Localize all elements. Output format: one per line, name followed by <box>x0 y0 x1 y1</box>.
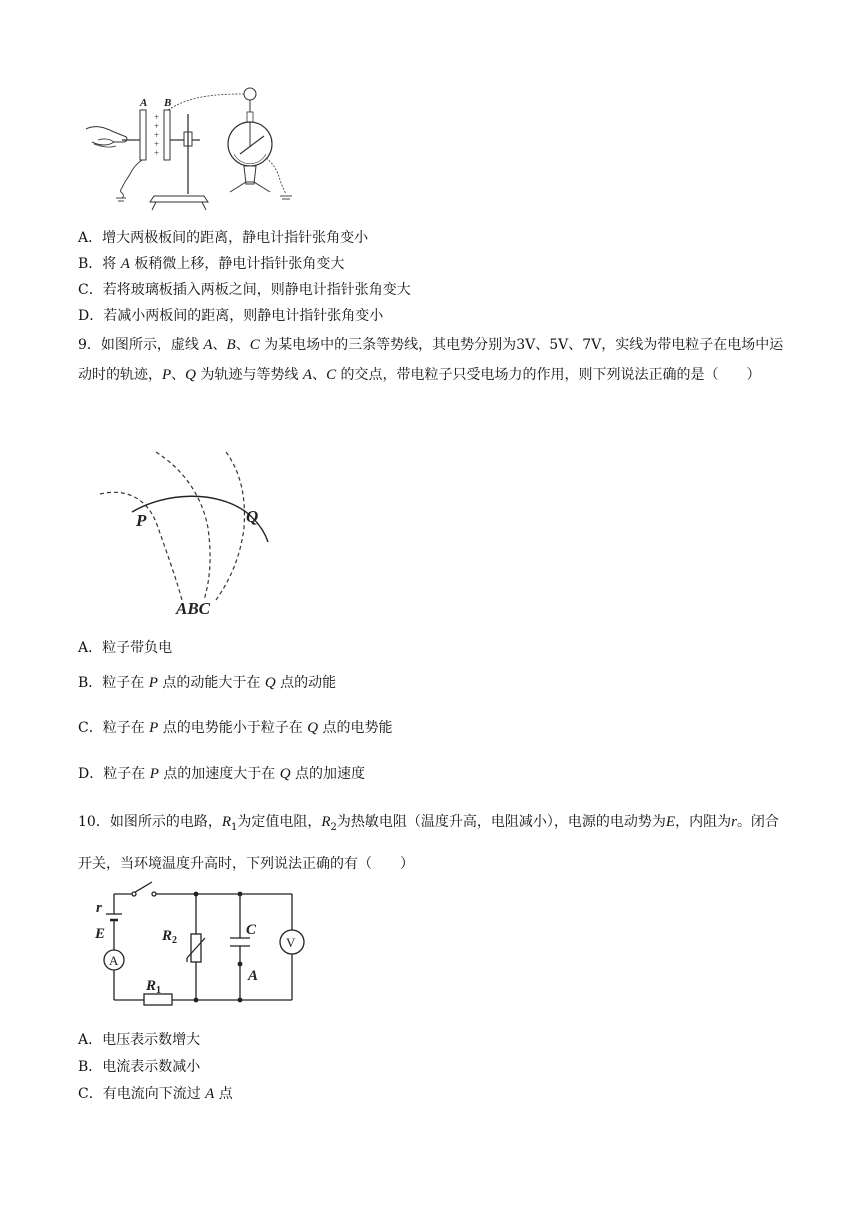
circuit-figure <box>92 880 308 1010</box>
q10-option-b: B．电流表示数减小 <box>78 1059 201 1075</box>
point-p-label: P <box>136 511 147 530</box>
plate-b-label: B <box>164 97 172 109</box>
q8-option-c: C．若将玻璃板插入两板之间，则静电计指针张角变大 <box>78 282 411 298</box>
equipotential-c <box>216 452 244 600</box>
ammeter-label: A <box>109 953 119 968</box>
point-q-label: Q <box>246 507 259 526</box>
equipotential-trajectory-figure <box>96 450 276 618</box>
q8-option-b: B．将 A 板稍微上移，静电计指针张角变大 <box>78 256 345 272</box>
svg-text:+: + <box>154 130 160 140</box>
q10-stem: 10．如图所示的电路，$R_1$为定值电阻，$R_2$为热敏电阻（温度升高，电阻减小），电源的电动势为E，内阻为r。闭合开关，当环境温度升高时，下列说法正确的有（ ） <box>78 814 779 872</box>
plate-a-label: A <box>140 97 148 109</box>
svg-text:+: + <box>154 112 160 122</box>
emf-label: E <box>95 926 106 942</box>
svg-text:+: + <box>154 121 160 131</box>
q9-option-a: A．粒子带负电 <box>78 640 173 656</box>
r2-label: $R_2$ <box>162 928 178 946</box>
q9-stem: 9．如图所示，虚线 A、B、C 为某电场中的三条等势线，其电势分别为3V、5V、7V，实线为带电粒子在电场中运动时的轨迹，P、Q 为轨迹与等势线 A、C 的交点，带电粒子只受电场力的作用，则下列说法正确的是（ ） <box>78 337 784 383</box>
point-a-label: A <box>248 968 259 984</box>
q10-option-c: C．有电流向下流过 A 点 <box>78 1086 233 1102</box>
r1-label: $R_1$ <box>146 978 162 996</box>
svg-text:+: + <box>154 139 160 149</box>
equipotential-labels: ABC <box>176 599 211 618</box>
internal-resistance-label: r <box>96 900 102 916</box>
q9-option-d: D．粒子在 P 点的加速度大于在 Q 点的加速度 <box>78 766 366 782</box>
q10-option-a: A．电压表示数增大 <box>78 1032 201 1048</box>
svg-text:+: + <box>154 148 160 158</box>
voltmeter-label: V <box>286 935 296 950</box>
capacitor-electroscope-figure <box>84 84 300 212</box>
q9-option-c: C．粒子在 P 点的电势能小于粒子在 Q 点的电势能 <box>78 720 393 736</box>
equipotential-b <box>156 452 210 600</box>
capacitor-label: C <box>246 922 257 938</box>
equipotential-a <box>100 492 182 600</box>
q8-option-d: D．若减小两板间的距离，则静电计指针张角变小 <box>78 308 384 324</box>
q9-option-b: B．粒子在 P 点的动能大于在 Q 点的动能 <box>78 675 337 691</box>
q8-option-a: A．增大两极板间的距离，静电计指针张角变小 <box>78 230 369 246</box>
